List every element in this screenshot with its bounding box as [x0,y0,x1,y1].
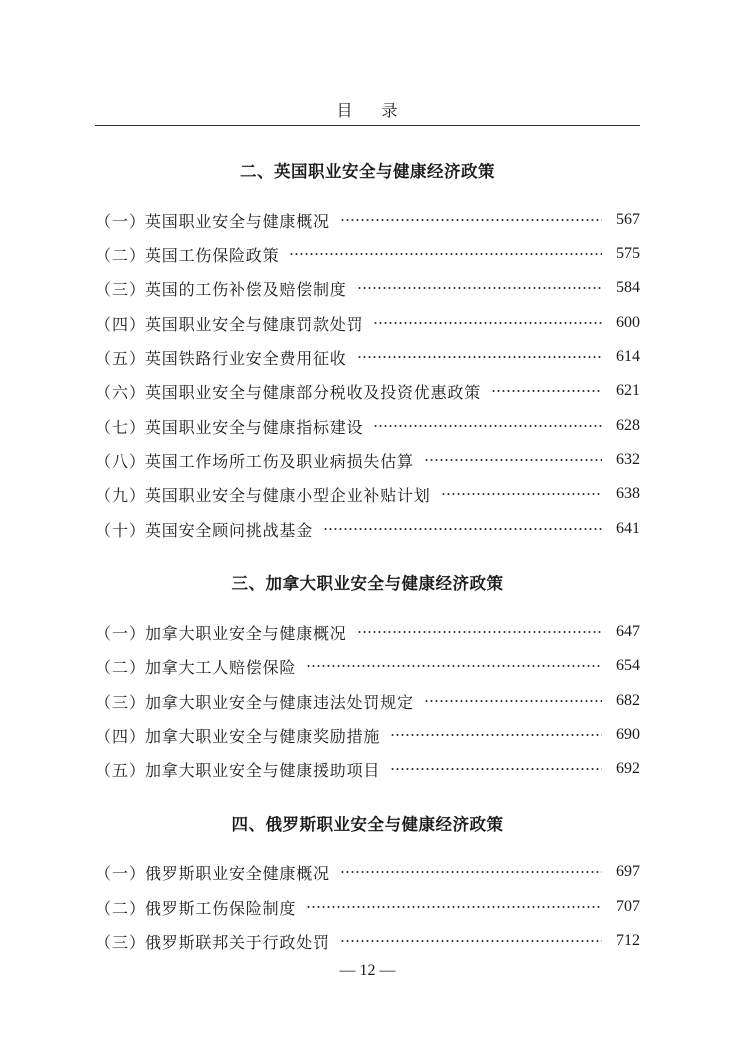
entry-page-number: 632 [616,451,640,468]
entry-number: （五） [95,348,147,368]
entry-title: 加拿大职业安全与健康概况 [145,623,347,643]
entry-number: （六） [95,382,147,402]
entry-number: （八） [95,451,147,471]
entry-title: 英国的工伤补偿及赔偿制度 [145,279,347,299]
entry-number: （三） [95,932,147,952]
toc-entry[interactable] [95,242,640,266]
entry-title: 英国职业安全与健康概况 [145,211,330,231]
entry-title: 英国工作场所工伤及职业病损失估算 [145,451,414,471]
toc-entry[interactable] [95,723,640,747]
entry-number: （一） [95,863,147,883]
entry-page-number: 654 [616,657,640,674]
entry-number: （二） [95,657,147,677]
dot-leader [340,871,602,873]
entry-title: 加拿大职业安全与健康援助项目 [145,760,381,780]
entry-title: 英国职业安全与健康部分税收及投资优惠政策 [145,382,482,402]
toc-entry[interactable] [95,276,640,300]
toc-entry[interactable] [95,654,640,678]
entry-page-number: 697 [616,863,640,880]
entry-title: 英国工伤保险政策 [145,245,280,265]
entry-page-number: 712 [616,932,640,949]
toc-entry[interactable] [95,620,640,644]
entry-page-number: 638 [616,485,640,502]
toc-entry[interactable] [95,482,640,506]
section-title: 二、英国职业安全与健康经济政策 [240,162,495,181]
entry-number: （三） [95,279,147,299]
toc-entry[interactable] [95,311,640,335]
dot-leader [390,768,602,770]
entry-page-number: 690 [616,726,640,743]
entry-title: 英国铁路行业安全费用征收 [145,348,347,368]
entry-title: 俄罗斯联邦关于行政处罚 [145,932,330,952]
entry-number: （一） [95,211,147,231]
entry-page-number: 641 [616,520,640,537]
toc-entry[interactable] [95,895,640,919]
toc-entry[interactable] [95,757,640,781]
entry-page-number: 600 [616,314,640,331]
entry-page-number: 614 [616,348,640,365]
entry-page-number: 621 [616,382,640,399]
entry-number: （九） [95,485,147,505]
dot-leader [373,322,602,324]
toc-entry[interactable] [95,379,640,403]
entry-title: 加拿大职业安全与健康违法处罚规定 [145,692,414,712]
entry-title: 加拿大工人赔偿保险 [145,657,297,677]
dot-leader [306,906,602,908]
running-head [95,98,640,121]
entry-number: （一） [95,623,147,643]
entry-page-number: 647 [616,623,640,640]
dot-leader [390,734,602,736]
entry-title: 英国职业安全与健康罚款处罚 [145,314,364,334]
entry-page-number: 584 [616,279,640,296]
dot-leader [424,459,602,461]
entry-page-number: 575 [616,245,640,262]
dot-leader [357,631,602,633]
entry-title: 英国职业安全与健康指标建设 [145,417,364,437]
dot-leader [491,390,602,392]
entry-title: 俄罗斯工伤保险制度 [145,898,297,918]
dot-leader [424,700,602,702]
entry-page-number: 628 [616,417,640,434]
entry-number: （三） [95,692,147,712]
section-title: 四、俄罗斯职业安全与健康经济政策 [231,815,504,834]
entry-title: 英国职业安全与健康小型企业补贴计划 [145,485,431,505]
dot-leader [323,528,602,530]
entry-page-number: 707 [616,898,640,915]
toc-entry[interactable] [95,414,640,438]
entry-number: （七） [95,417,147,437]
dot-leader [373,425,602,427]
entry-title: 俄罗斯职业安全健康概况 [145,863,330,883]
entry-number: （四） [95,314,147,334]
dot-leader [306,665,602,667]
entry-number: （五） [95,760,147,780]
header-rule [95,125,640,126]
dot-leader [340,940,602,942]
running-head-part1: 目 [336,101,354,120]
toc-entry[interactable] [95,208,640,232]
toc-entry[interactable] [95,345,640,369]
entry-number: （二） [95,898,147,918]
entry-number: （十） [95,520,147,540]
entry-page-number: 682 [616,692,640,709]
dot-leader [289,253,602,255]
entry-page-number: 567 [616,211,640,228]
entry-title: 加拿大职业安全与健康奖励措施 [145,726,381,746]
entry-title: 英国安全顾问挑战基金 [145,520,314,540]
section-title: 三、加拿大职业安全与健康经济政策 [231,574,504,593]
running-head-part2: 录 [381,101,399,120]
dot-leader [340,219,602,221]
toc-entry[interactable] [95,860,640,884]
dot-leader [357,287,602,289]
toc-entry[interactable] [95,517,640,541]
entry-number: （四） [95,726,147,746]
dot-leader [441,493,602,495]
entry-page-number: 692 [616,760,640,777]
page-number-footer: — 12 — [339,962,396,979]
toc-entry[interactable] [95,448,640,472]
dot-leader [357,356,602,358]
toc-entry[interactable] [95,929,640,953]
toc-entry[interactable] [95,689,640,713]
entry-number: （二） [95,245,147,265]
